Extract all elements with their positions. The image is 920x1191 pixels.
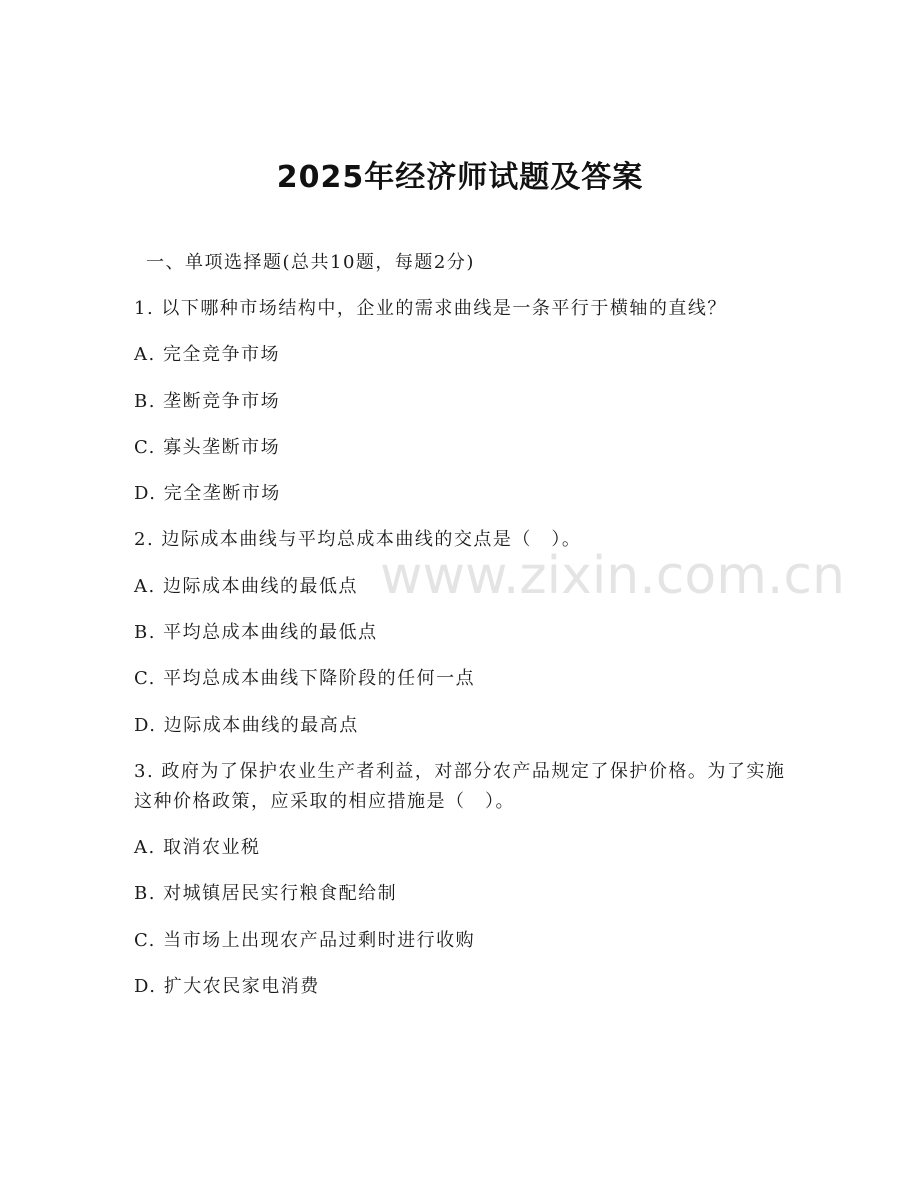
question-3-option-c: C. 当市场上出现农产品过剩时进行收购 [134, 929, 476, 951]
question-2-option-d: D. 边际成本曲线的最高点 [134, 714, 359, 736]
question-2-stem: 2. 边际成本曲线与平均总成本曲线的交点是（ ）。 [134, 529, 582, 551]
document-body [134, 240, 794, 1010]
question-3-stem: 3. 政府为了保护农业生产者利益，对部分农产品规定了保护价格。为了实施这种价格政策，应采取的相应措施是（ ）。 [134, 760, 786, 812]
question-2-option-c: C. 平均总成本曲线下降阶段的任何一点 [134, 668, 476, 690]
question-1-option-a: A. 完全竞争市场 [134, 344, 280, 366]
question-1-option-c: C. 寡头垄断市场 [134, 436, 281, 458]
question-3-option-d: D. 扩大农民家电消费 [134, 975, 320, 997]
question-2-option-a: A. 边际成本曲线的最低点 [134, 575, 358, 597]
watermark-text: www.zixin.com.cn [380, 546, 845, 606]
question-1-stem: 1. 以下哪种市场结构中，企业的需求曲线是一条平行于横轴的直线？ [134, 298, 727, 319]
section-heading: 一、单项选择题(总共10题，每题2分) [146, 252, 475, 273]
question-1-option-b: B. 垄断竞争市场 [134, 390, 281, 412]
question-3-option-a: A. 取消农业税 [134, 836, 261, 858]
question-3-option-b: B. 对城镇居民实行粮食配给制 [134, 883, 398, 905]
question-1-option-d: D. 完全垄断市场 [134, 483, 281, 505]
question-2-option-b: B. 平均总成本曲线的最低点 [134, 622, 378, 644]
document-title: 2025年经济师试题及答案 [276, 160, 644, 195]
